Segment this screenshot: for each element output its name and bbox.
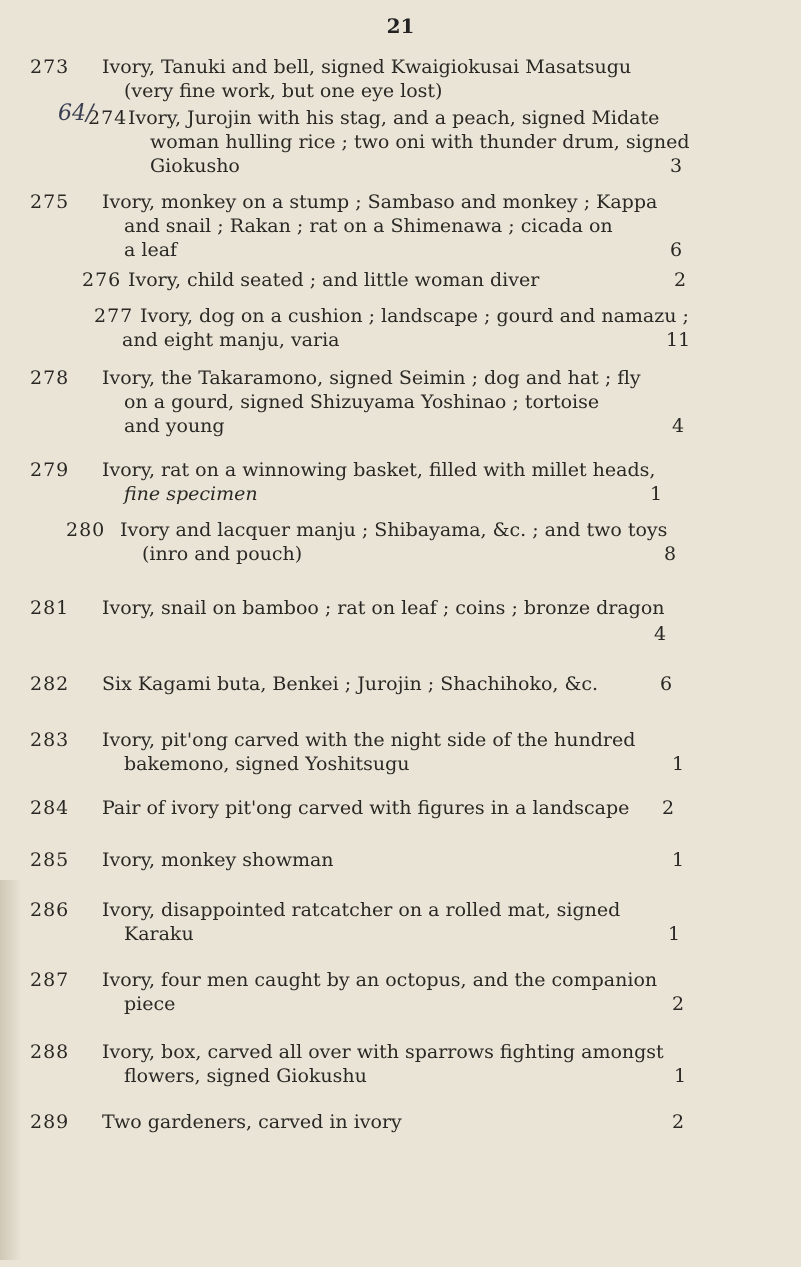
lot-description-line: Ivory, Jurojin with his stag, and a peach, signed Midate — [128, 107, 660, 129]
lot-quantity: 6 — [660, 673, 673, 695]
lot-quantity: 11 — [666, 329, 691, 351]
page-edge-shadow — [0, 880, 22, 1260]
lot-number: 274 — [88, 107, 128, 129]
lot-number: 276 — [82, 269, 122, 291]
lot-number: 288 — [30, 1041, 70, 1063]
lot-quantity: 1 — [650, 483, 663, 505]
lot-number: 281 — [30, 597, 70, 619]
lot-number: 283 — [30, 729, 70, 751]
lot-description — [122, 304, 740, 352]
lot-description-line: a leaf — [124, 239, 178, 261]
lot-description-line: Ivory, rat on a winnowing basket, filled with millet heads, — [102, 459, 656, 481]
page-number: 21 — [386, 14, 415, 38]
lot-description — [102, 458, 702, 506]
lot-quantity: 4 — [654, 623, 667, 645]
lot-number: 287 — [30, 969, 70, 991]
lot-description — [102, 1040, 702, 1088]
lot-description-line: Ivory, snail on bamboo ; rat on leaf ; coins ; bronze dragon — [102, 597, 665, 619]
lot-description-line: (inro and pouch) — [142, 543, 303, 565]
handwritten-price-annotation: 64/ — [58, 101, 94, 126]
lot-description — [102, 672, 702, 696]
lot-quantity: 2 — [674, 269, 687, 291]
lot-description-line: and eight manju, varia — [122, 329, 340, 351]
lot-quantity: 6 — [670, 239, 683, 261]
lot-description — [128, 268, 728, 292]
lot-number: 285 — [30, 849, 70, 871]
lot-number: 279 — [30, 459, 70, 481]
lot-description-line: flowers, signed Giokushu — [124, 1065, 367, 1087]
lot-quantity: 8 — [664, 543, 677, 565]
lot-quantity: 1 — [672, 753, 685, 775]
lot-quantity: 2 — [672, 1111, 685, 1133]
lot-number: 289 — [30, 1111, 70, 1133]
lot-description-line: Ivory, disappointed ratcatcher on a rolled mat, signed — [102, 899, 621, 921]
lot-number: 275 — [30, 191, 70, 213]
lot-description-line: Ivory, pit'ong carved with the night side of the hundred — [102, 729, 636, 751]
lot-number: 273 — [30, 56, 70, 78]
lot-quantity: 1 — [674, 1065, 687, 1087]
lot-number: 282 — [30, 673, 70, 695]
lot-description — [102, 968, 702, 1016]
lot-description — [102, 1110, 702, 1134]
lot-quantity: 1 — [672, 849, 685, 871]
lot-number: 280 — [66, 519, 106, 541]
lot-description — [102, 848, 702, 872]
lot-number: 278 — [30, 367, 70, 389]
lot-description-line: Two gardeners, carved in ivory — [102, 1111, 402, 1133]
lot-description — [102, 898, 702, 946]
lot-description-line: Ivory, the Takaramono, signed Seimin ; dog and hat ; fly — [102, 367, 641, 389]
lot-quantity: 2 — [662, 797, 675, 819]
lot-description — [102, 728, 702, 776]
lot-description-line: and young — [124, 415, 225, 437]
lot-number: 286 — [30, 899, 70, 921]
lot-description-line: piece — [124, 993, 176, 1015]
lot-description-line: fine specimen — [124, 483, 258, 505]
lot-description-line: and snail ; Rakan ; rat on a Shimenawa ; cicada on — [124, 215, 613, 237]
lot-description — [102, 190, 702, 262]
lot-quantity: 2 — [672, 993, 685, 1015]
lot-description — [128, 106, 728, 178]
lot-description — [102, 596, 702, 620]
lot-quantity: 3 — [670, 155, 683, 177]
lot-description-line: Pair of ivory pit'ong carved with figures in a landscape — [102, 797, 630, 819]
lot-quantity: 1 — [668, 923, 681, 945]
lot-description-line: Karaku — [124, 923, 194, 945]
lot-description-line: woman hulling rice ; two oni with thunder drum, signed — [150, 131, 690, 153]
lot-description-line: Ivory, dog on a cushion ; landscape ; gourd and namazu ; — [140, 305, 689, 327]
lot-description — [102, 796, 702, 820]
lot-description-line: (very fine work, but one eye lost) — [124, 80, 443, 102]
lot-description-line: on a gourd, signed Shizuyama Yoshinao ; tortoise — [124, 391, 600, 413]
lot-description-line: Ivory, child seated ; and little woman diver — [128, 269, 540, 291]
lot-description-line: Ivory, Tanuki and bell, signed Kwaigiokusai Masatsugu — [102, 56, 632, 78]
lot-description — [120, 518, 720, 566]
lot-description — [102, 366, 702, 438]
lot-quantity: 4 — [672, 415, 685, 437]
lot-number: 277 — [94, 305, 134, 327]
lot-description-line: Ivory, monkey showman — [102, 849, 334, 871]
lot-description — [102, 55, 702, 103]
lot-description-line: Ivory, box, carved all over with sparrows fighting amongst — [102, 1041, 664, 1063]
lot-description-line: bakemono, signed Yoshitsugu — [124, 753, 410, 775]
lot-description-line: Ivory, four men caught by an octopus, and the companion — [102, 969, 658, 991]
lot-description-line: Ivory and lacquer manju ; Shibayama, &c. ; and two toys — [120, 519, 668, 541]
lot-description-line: Six Kagami buta, Benkei ; Jurojin ; Shachihoko, &c. — [102, 673, 599, 695]
lot-description-line: Giokusho — [150, 155, 240, 177]
lot-number: 284 — [30, 797, 70, 819]
lot-description-line: Ivory, monkey on a stump ; Sambaso and monkey ; Kappa — [102, 191, 658, 213]
